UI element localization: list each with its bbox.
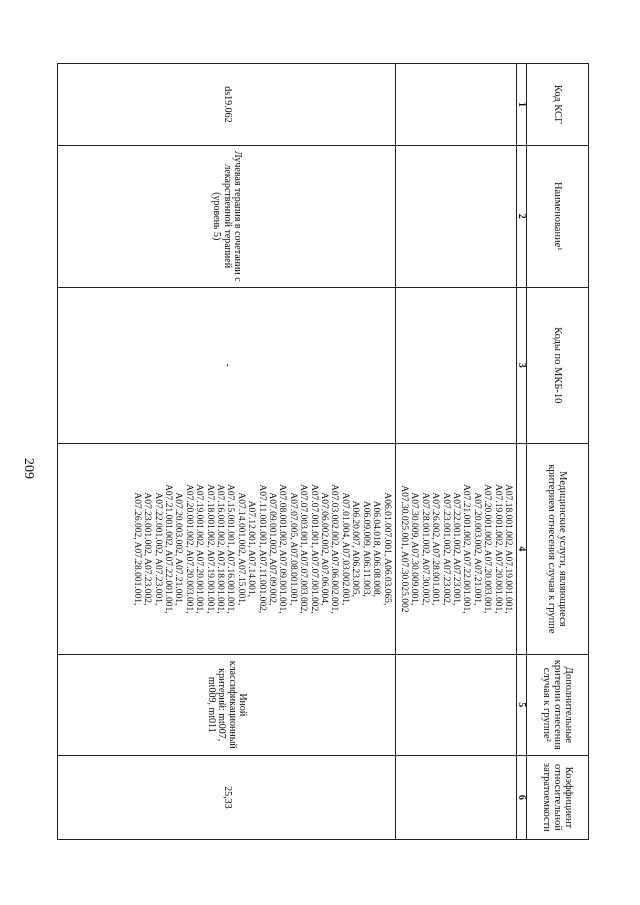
cell-empty	[395, 64, 516, 146]
service-code-line: A07.12.001, A07.14.001,	[246, 500, 257, 598]
service-code-line: A07.06.002.002, A07.06.004,	[319, 492, 330, 606]
service-code-line: A07.26.002, A07.28.001.001,	[430, 492, 441, 606]
service-code-line: A07.22.001.002, A07.23.001,	[450, 492, 461, 606]
additional-criteria: Иной классификационный критерий: mt007, mt009, mt011	[58, 654, 396, 755]
header-row	[527, 64, 589, 840]
service-code-line: A07.20.001.002, A07.20.003.001,	[183, 484, 194, 614]
service-code-line: A07.16.001.002, A07.18.001.001,	[215, 484, 226, 614]
service-code-line: A07.03.002.002, A07.06.002.001,	[329, 484, 340, 614]
service-code-line: A07.20.001.002, A07.20.003.001,	[482, 484, 493, 614]
cell-empty	[395, 654, 516, 755]
service-code-line: A07.09.001.002, A07.09.002,	[267, 492, 278, 606]
header-medical-services: Медицинские услуги, являющиеся критерием отнесения случая к группе	[527, 443, 589, 654]
service-code-line: A07.20.003.002, A07.21.001,	[173, 492, 184, 606]
service-code-line: A07.15.001.001, A07.16.001.001,	[225, 484, 236, 614]
mkb-codes: -	[58, 287, 396, 443]
services-list	[58, 443, 396, 654]
column-number: 5	[517, 654, 527, 755]
column-number: 2	[517, 145, 527, 287]
service-code-line: A07.28.001.002, A07.30.002,	[419, 492, 430, 606]
coefficient: 25,33	[58, 755, 396, 839]
service-code-line: A07.19.001.002, A07.20.001.001,	[492, 484, 503, 614]
service-code-line: A07.07.005, A07.08.001.001,	[287, 492, 298, 606]
ksg-name: Лучевая терапия в сочетании с лекарственной терапией (уровень 5)	[58, 145, 396, 287]
service-code-line: A07.19.001.002, A07.20.001.001,	[194, 484, 205, 614]
service-code-line: A07.23.001.002, A07.23.002,	[142, 492, 153, 606]
cell-empty	[395, 145, 516, 287]
column-number: 3	[517, 287, 527, 443]
header-name: Наименование¹	[527, 145, 589, 287]
service-code-line: A06.20.007, A06.23.005,	[350, 500, 361, 598]
service-code-line: A07.30.025.001, A07.30.025.002	[398, 485, 409, 613]
column-number: 6	[517, 755, 527, 839]
service-code-line: A07.07.003.001, A07.07.003.002,	[298, 484, 309, 614]
service-code-line: A07.21.001.002, A07.22.001.001,	[461, 484, 472, 614]
header-coefficient: Коэффициент относительной затратоемкости	[527, 755, 589, 839]
service-code-line: A07.23.001.002, A07.23.002,	[440, 492, 451, 606]
column-number: 4	[517, 443, 527, 654]
page-number: 209	[21, 458, 36, 479]
service-code-line: A07.08.001.002, A07.09.001.001,	[277, 484, 288, 614]
service-code-line: A07.22.001.002, A07.23.001,	[152, 492, 163, 606]
service-code-line: A07.20.003.002, A07.21.001,	[471, 492, 482, 606]
header-additional-criteria: Дополнительные критерии отнесения случая к группе²	[527, 654, 589, 755]
cell-empty	[395, 755, 516, 839]
service-code-line: A07.18.001.002, A07.19.001.001,	[503, 484, 513, 614]
table-row	[395, 64, 516, 840]
service-code-line: A07.30.009, A07.30.009.001,	[409, 492, 420, 606]
rotated-table-container	[57, 63, 589, 840]
cell-empty	[395, 287, 516, 443]
table-row	[58, 64, 396, 840]
header-mkb-codes: Коды по МКБ-10	[527, 287, 589, 443]
service-code-line: A06.01.007.001, A06.03.065,	[381, 492, 392, 606]
column-number: 1	[517, 64, 527, 146]
header-ksg-code: Код КСГ	[527, 64, 589, 146]
service-code-line: A07.14.001.002, A07.15.001,	[235, 492, 246, 606]
services-list	[395, 443, 516, 654]
column-number-row	[517, 64, 527, 840]
service-code-line: A06.09.009, A06.11.003,	[360, 500, 371, 597]
ksg-table	[57, 63, 589, 840]
service-code-line: A07.26.002, A07.28.001.001,	[131, 492, 142, 606]
service-code-line: A07.11.001.001, A07.11.001.002,	[256, 484, 267, 614]
service-code-line: A07.01.004, A07.03.002.001,	[339, 492, 350, 606]
service-code-line: A07.07.001.001, A07.07.001.002,	[308, 484, 319, 614]
service-code-line: A07.18.001.002, A07.19.001.001,	[204, 484, 215, 614]
ksg-code: ds19.062	[58, 64, 396, 146]
service-code-line: A06.04.018, A06.08.008,	[371, 500, 382, 598]
service-code-line: A07.21.001.002, A07.22.001.001,	[163, 484, 173, 614]
